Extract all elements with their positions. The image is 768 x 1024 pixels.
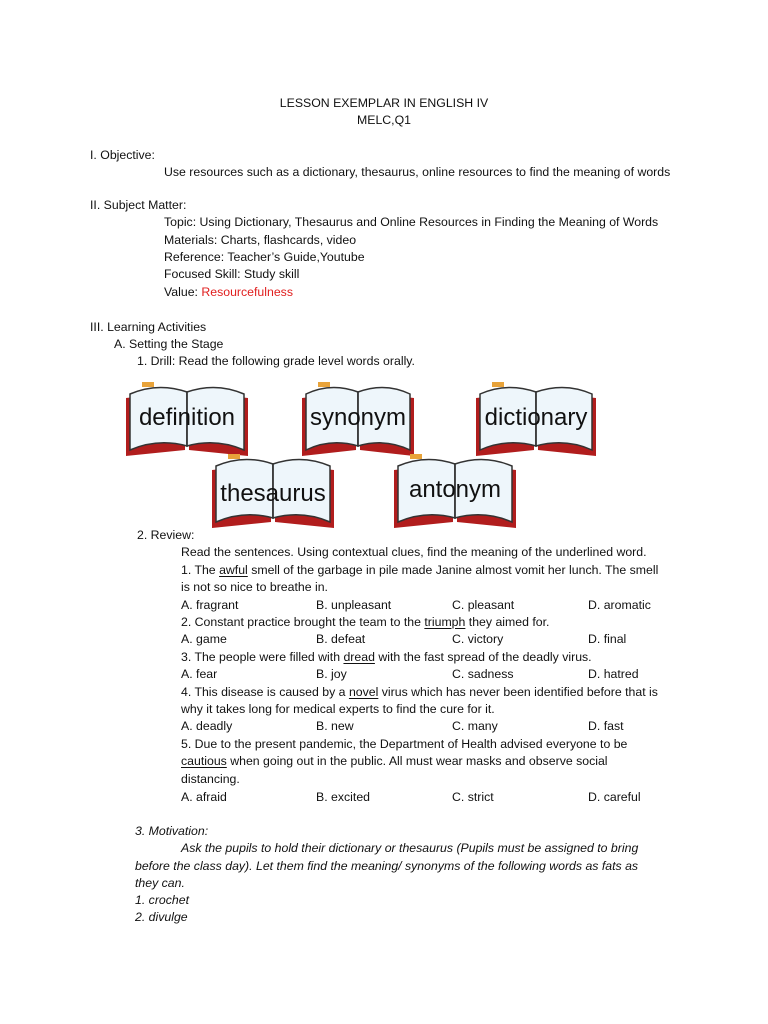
question-4 [181, 684, 658, 700]
option: B. joy [316, 667, 347, 681]
question-4-line2: why it takes long for medical experts to find the cure for it. [181, 702, 495, 716]
option: D. fast [588, 719, 624, 733]
option: D. careful [588, 790, 641, 804]
document-title: LESSON EXEMPLAR IN ENGLISH IV [279, 96, 489, 110]
option: C. pleasant [452, 598, 515, 612]
book-card [390, 452, 520, 532]
option: C. strict [452, 790, 494, 804]
book-word: dictionary [484, 404, 588, 431]
setting-stage-line: A. Setting the Stage [114, 337, 224, 351]
question-3-word: dread [343, 650, 375, 664]
question-3 [181, 649, 592, 665]
book-word: thesaurus [220, 480, 326, 507]
option: B. excited [316, 790, 370, 804]
drill-line: 1. Drill: Read the following grade level words orally. [137, 354, 415, 368]
option: A. afraid [181, 790, 227, 804]
option: D. hatred [588, 667, 639, 681]
document-subtitle: MELC,Q1 [357, 113, 411, 127]
question-2-word: triumph [424, 615, 466, 629]
book-word: antonym [408, 476, 502, 503]
book-card [298, 380, 418, 460]
option: A. fragrant [181, 598, 239, 612]
question-5-line2 [181, 753, 608, 769]
value-line [164, 284, 293, 300]
question-4-pre: 4. This disease is caused by a [181, 685, 349, 699]
activities-heading: III. Learning Activities [90, 320, 207, 334]
question-4-word: novel [348, 685, 379, 699]
question-4-post: virus which has never been identified before that is [378, 685, 658, 699]
topic-line: Topic: Using Dictionary, Thesaurus and Online Resources in Finding the Meaning of Words [164, 215, 659, 229]
materials-line: Materials: Charts, flashcards, video [164, 233, 357, 247]
option: A. game [181, 632, 227, 646]
option: B. unpleasant [316, 598, 392, 612]
focused-skill-line: Focused Skill: Study skill [164, 267, 300, 281]
subject-matter-heading: II. Subject Matter: [90, 198, 187, 212]
option: D. final [588, 632, 627, 646]
question-1-line2: is not so nice to breathe in. [181, 580, 328, 594]
question-2 [181, 614, 549, 630]
option: C. sadness [452, 667, 514, 681]
option: D. aromatic [588, 598, 651, 612]
motivation-heading: 3. Motivation: [135, 824, 209, 838]
motivation-line-2: before the class day). Let them find the meaning/ synonyms of the following words as fats as [135, 859, 639, 873]
question-5-word: cautious [181, 754, 227, 768]
book-word: definition [138, 404, 236, 431]
question-5-line3: distancing. [181, 772, 240, 786]
objective-text: Use resources such as a dictionary, thesaurus, online resources to find the meaning of words [164, 165, 671, 179]
motivation-line-1: Ask the pupils to hold their dictionary or thesaurus (Pupils must be assigned to bring [181, 841, 639, 855]
reference-line: Reference: Teacher’s Guide,Youtube [164, 250, 365, 264]
option: B. defeat [316, 632, 366, 646]
motivation-word: 1. crochet [135, 893, 189, 907]
value-label: Value: [164, 285, 202, 299]
question-3-post: with the fast spread of the deadly virus. [374, 650, 592, 664]
book-card [208, 452, 338, 532]
motivation-word: 2. divulge [135, 910, 188, 924]
option: A. deadly [181, 719, 233, 733]
question-5: 5. Due to the present pandemic, the Department of Health advised everyone to be [181, 737, 628, 751]
question-1 [181, 562, 658, 578]
question-2-post: they aimed for. [465, 615, 550, 629]
option: A. fear [181, 667, 218, 681]
question-1-post: smell of the garbage in pile made Janine almost vomit her lunch. The smell [247, 563, 659, 577]
book-card [472, 380, 600, 460]
question-1-pre: 1. The [181, 563, 220, 577]
motivation-line-3: they can. [135, 876, 185, 890]
review-instruction: Read the sentences. Using contextual clues, find the meaning of the underlined word. [181, 545, 647, 559]
option: B. new [316, 719, 354, 733]
option: C. many [452, 719, 498, 733]
question-2-pre: 2. Constant practice brought the team to the [181, 615, 425, 629]
question-3-pre: 3. The people were filled with [181, 650, 344, 664]
book-card [122, 380, 252, 460]
objective-heading: I. Objective: [90, 148, 155, 162]
question-5-post: when going out in the public. All must wear masks and observe social [226, 754, 608, 768]
value-text: Resourcefulness [201, 285, 293, 299]
review-heading: 2. Review: [137, 528, 195, 542]
option: C. victory [452, 632, 504, 646]
question-1-word: awful [219, 563, 248, 577]
book-word: synonym [309, 404, 407, 431]
